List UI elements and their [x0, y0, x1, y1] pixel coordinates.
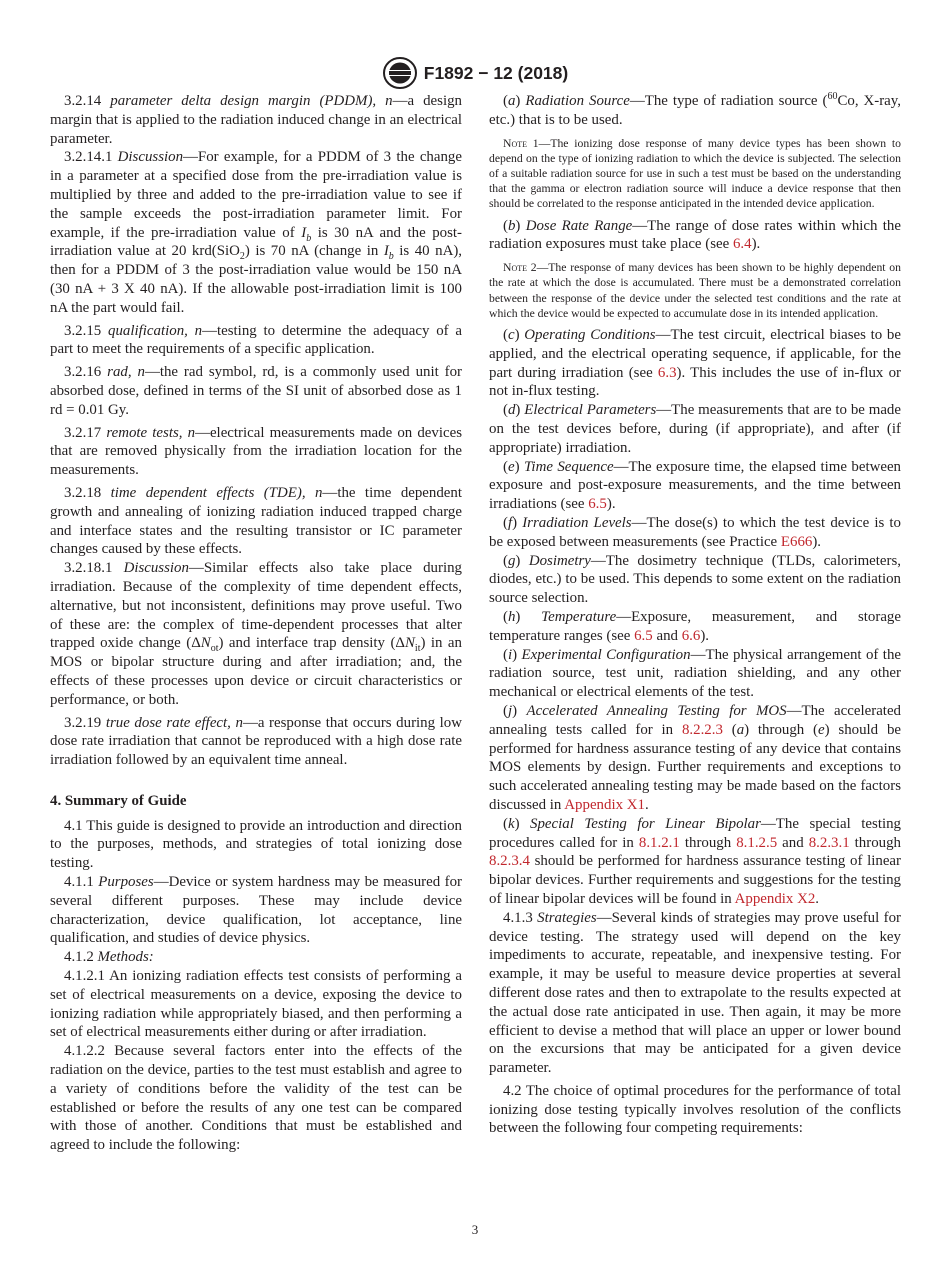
- note-2: Note 2—The response of many devices has been shown to be highly dependent on the rate at which the dose is accumulated. There must be a demonstrated correlation between the response of the device under the selected test conditions and the rate at which the device would be expected to accumulate dose in its intended application.: [489, 261, 901, 320]
- link-appendix-x2[interactable]: Appendix X2: [734, 890, 816, 907]
- page-header: [0, 56, 950, 90]
- para-3-2-19: 3.2.19 true dose rate effect, n—a response that occurs during low dose rate irradiation that cannot be reproduced with a high dose rate irradiation followed by an equivalent time anneal.: [50, 714, 462, 769]
- link-8-2-2-3[interactable]: 8.2.2.3: [681, 721, 723, 738]
- link-8-2-3-1[interactable]: 8.2.3.1: [808, 834, 850, 851]
- right-column: [489, 92, 901, 1138]
- link-8-2-3-4[interactable]: 8.2.3.4: [489, 853, 530, 870]
- para-3-2-14-1: 3.2.14.1 Discussion—For example, for a PDDM of 3 the change in a parameter at a specified dose from the pre-irradiation value is multiplied by three and added to the pre-irradiation value to see if the sample exceeds the post-irradiation parameter limit. For example, if the pre-irradiation value of $I_b$ is 30 nA and the post-irradiation value at 20 krd(SiO$_2$) is 70 nA (change in $I_b$ is 40 nA), then for a PDDM of 3 the post-irradiation value would be 150 nA (30 nA + 3 X 40 nA). If the allowable post-irradiation limit is 100 nA the part would fail.: [50, 149, 462, 316]
- link-appendix-x1[interactable]: Appendix X1: [564, 796, 645, 813]
- link-8-1-2-5[interactable]: 8.1.2.5: [736, 834, 778, 851]
- link-e666[interactable]: E666: [780, 533, 813, 550]
- item-f: (f) Irradiation Levels—The dose(s) to which the test device is to be exposed between measurements (see Practice E666).: [489, 514, 901, 550]
- para-4-1-2-1: 4.1.2.1 An ionizing radiation effects test consists of performing a set of electrical measurements on a device, exposing the device to ionizing radiation while appropriately biased, and then performing a set of electrical measurements either during or after irradiation.: [50, 968, 462, 1041]
- item-k: (k) Special Testing for Linear Bipolar—The special testing procedures called for in 8.1.2.1 through 8.1.2.5 and 8.2.3.1 through 8.2.3.4 should be performed for hardness assurance testing of linear bipolar devices. Further requirements and suggestions for the testing of linear bipolar devices will be found in Appendix X2.: [489, 815, 901, 907]
- link-6-6[interactable]: 6.6: [681, 627, 701, 644]
- item-h: (h) Temperature—Exposure, measurement, and storage temperature ranges (see 6.5 and 6.6).: [489, 608, 901, 644]
- para-4-2: 4.2 The choice of optimal procedures for the performance of total ionizing dose testing typically involves resolution of the conflicts between the following four competing requirements:: [489, 1082, 901, 1137]
- para-3-2-17: 3.2.17 remote tests, n—electrical measurements made on devices that are removed physically from the irradiation location for the measurements.: [50, 424, 462, 479]
- para-3-2-15: 3.2.15 qualification, n—testing to determine the adequacy of a part to meet the requirements of a specific application.: [50, 322, 463, 358]
- astm-logo-icon: [382, 56, 418, 90]
- item-a: (a) Radiation Source—The type of radiation source ($^{60}$Co, X-ray, etc.) that is to be used.: [489, 91, 901, 128]
- item-d: (d) Electrical Parameters—The measurements that are to be made on the test devices before, during (if appropriate), and after (if appropriate) irradiation.: [489, 402, 901, 456]
- link-6-5[interactable]: 6.5: [588, 496, 607, 513]
- item-b: (b) Dose Rate Range—The range of dose rates within which the radiation exposures must take place (see 6.4).: [489, 217, 901, 253]
- link-6-4[interactable]: 6.4: [732, 236, 752, 253]
- para-4-1-1: 4.1.1 Purposes—Device or system hardness may be measured for several different purposes. These may include device characterization, device qualification, lot acceptance, line qualification, and studies of device physics.: [50, 874, 462, 947]
- para-3-2-18-1: 3.2.18.1 Discussion—Similar effects also take place during irradiation. Because of the complexity of time dependent effects, alternative, but not inconsistent, definitions may prove useful. Two of these are: the complex of time-dependent processes that alter trapped oxide change $(\Delta N_{ot})$ and interface trap density $(\Delta N_{it})$ in an MOS or bipolar structure during and after irradiation; and, the effects of these processes upon device or circuit characteristics or performance, or both.: [50, 560, 462, 708]
- para-3-2-18: 3.2.18 time dependent effects (TDE), n—the time dependent growth and annealing of ionizing radiation induced trapped charge and interface states and the resulting transistor or IC parameter changes caused by these effects.: [50, 484, 463, 558]
- item-e: (e) Time Sequence—The exposure time, the elapsed time between exposure and post-exposure measurements, and the time between irradiations (see 6.5).: [489, 458, 901, 513]
- para-4-1-2: 4.1.2 Methods:: [64, 949, 154, 966]
- para-3-2-14: 3.2.14 parameter delta design margin (PDDM), n—a design margin that is applied to the radiation induced change in an electrical parameter.: [50, 93, 462, 147]
- note-1: Note 1—The ionizing dose response of many device types has been shown to depend on the type of ionizing radiation to which the device is subjected. The selection of a suitable radiation source for use in such a test must be based on the understanding that the gamma or electron radiation source will induce a device response that then should be correlated to the response anticipated in the intended device application.: [489, 136, 901, 211]
- item-c: (c) Operating Conditions—The test circuit, electrical biases to be applied, and the electrical operating sequence, if applicable, for the part during irradiation (see 6.3). This includes the use of in-flux or not in-flux testing.: [489, 327, 901, 400]
- section-4-heading: 4. Summary of Guide: [50, 792, 187, 809]
- link-8-1-2-1[interactable]: 8.1.2.1: [638, 834, 680, 851]
- link-6-3[interactable]: 6.3: [657, 364, 677, 381]
- page-number: 3: [471, 1222, 479, 1237]
- para-3-2-16: 3.2.16 rad, n—the rad symbol, rd, is a commonly used unit for absorbed dose, defined in terms of the SI unit of absorbed dose as 1 rd = 0.01 Gy.: [50, 364, 463, 418]
- left-column: [50, 92, 462, 1155]
- document-id: F1892 − 12 (2018): [423, 62, 569, 83]
- item-j: (j) Accelerated Annealing Testing for MOS—The accelerated annealing tests called for in 8.2.2.3 (a) through (e) should be performed for hardness assurance testing of any device that contains MOS elements by design. Further requirements and exceptions to such accelerated annealing testing may be made based on the factors discussed in Appendix X1.: [489, 702, 902, 813]
- para-4-1: 4.1 This guide is designed to provide an introduction and direction to the purposes, methods, and strategies of total ionizing dose testing.: [50, 817, 462, 872]
- item-g: (g) Dosimetry—The dosimetry technique (TLDs, calorimeters, diodes, etc.) to be used. This depends to some extent on the radiation source selection.: [489, 552, 901, 607]
- para-4-1-2-2: 4.1.2.2 Because several factors enter into the effects of the radiation on the device, parties to the test must establish and agree to a variety of conditions before the validity of the test can be established or before the results of any one test can be compared with those of another. Conditions that must be established and agreed to include the following:: [50, 1043, 462, 1154]
- item-i: (i) Experimental Configuration—The physical arrangement of the radiation source, test unit, radiation shielding, and any other mechanical or electrical elements of the test.: [489, 646, 902, 701]
- para-4-1-3: 4.1.3 Strategies—Several kinds of strategies may prove useful for device testing. The strategy used will depend on the key impediments to accurate, repeatable, and inexpensive testing. For example, it may be useful to measure device properties at several different dose rates and then to extrapolate to the results expected at the actual dose rate anticipated in use. Then again, it may be more efficient to devise a method that will place an upper or lower bound on the excursions that may be anticipated for a given device parameter.: [489, 909, 901, 1077]
- link-6-5[interactable]: 6.5: [634, 627, 653, 644]
